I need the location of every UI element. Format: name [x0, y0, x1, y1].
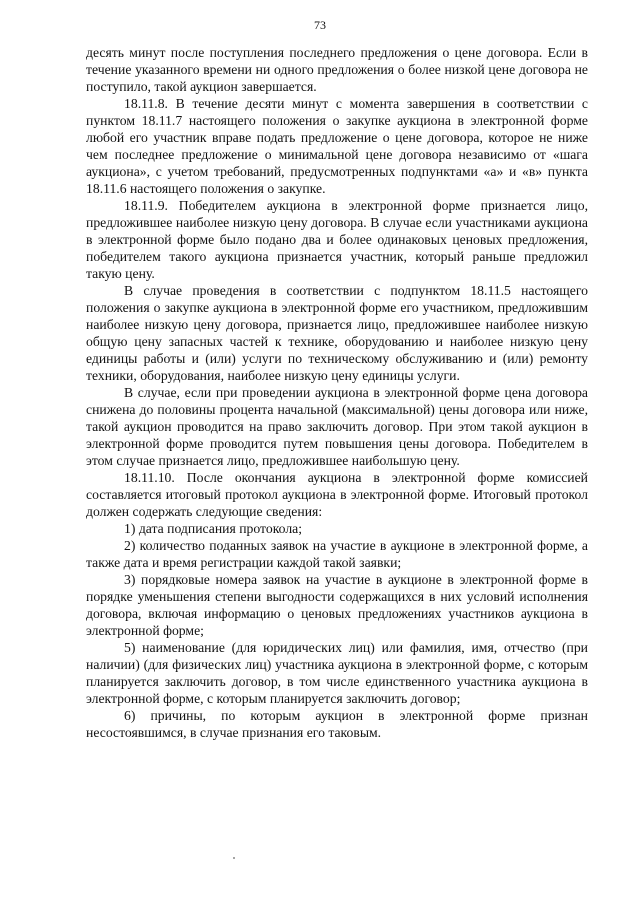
paragraph-price-increase-case: В случае, если при проведении аукциона в электронной форме цена договора снижена до половины процента начальной (максимальной) цены договора или ниже, такой аукцион проводится на право заключить договор. При этом такой аукцион в электронной форме проводится путем повышения цены договора. Победителем в этом случае признается лицо, предложившее наибольшую цену.	[86, 385, 588, 468]
scan-artifact-dot	[233, 857, 235, 859]
paragraph-spare-parts-case: В случае проведения в соответствии с подпунктом 18.11.5 настоящего положения о закупке аукциона в электронной форме его участником, предложившим наиболее низкую цену договора, признается лицо, предложившее наиболее низкую общую цену запасных частей к технике, оборудованию и наиболее низкую цену единицы работы и (или) услуги по техническому обслуживанию и (или) ремонту техники, оборудования, наиболее низкую цену единицы услуги.	[86, 283, 588, 383]
list-item-1: 1) дата подписания протокола;	[124, 521, 303, 536]
paragraph-18-11-8: 18.11.8. В течение десяти минут с момента завершения в соответствии с пунктом 18.11.7 настоящего положения о закупке аукциона в электронной форме любой его участник вправе подать предложение о цене договора, которое не ниже чем последнее предложение о минимальной цене договора независимо от «шага аукциона», с учетом требований, предусмотренных подпунктами «а» и «в» пункта 18.11.6 настоящего положения о закупке.	[86, 96, 588, 196]
page-number: 73	[314, 18, 326, 32]
document-body	[86, 44, 588, 741]
list-item-6: 6) причины, по которым аукцион в электронной форме признан несостоявшимся, в случае признания его таковым.	[86, 708, 588, 740]
paragraph-18-11-10: 18.11.10. После окончания аукциона в электронной форме комиссией составляется итоговый протокол аукциона в электронной форме. Итоговый протокол должен содержать следующие сведения:	[86, 470, 588, 519]
list-item-2: 2) количество поданных заявок на участие в аукционе в электронной форме, а также дата и время регистрации каждой такой заявки;	[86, 538, 588, 570]
list-item-3: 3) порядковые номера заявок на участие в аукционе в электронной форме в порядке уменьшения степени выгодности содержащихся в них условий исполнения договора, включая информацию о ценовых предложениях участников аукциона в электронной форме;	[86, 572, 588, 638]
list-item-5: 5) наименование (для юридических лиц) или фамилия, имя, отчество (при наличии) (для физических лиц) участника аукциона в электронной форме, с которым планируется заключить договор, в том числе единственного участника аукциона в электронной форме, с которым планируется заключить договор;	[86, 640, 588, 706]
paragraph-auction-end: десять минут после поступления последнего предложения о цене договора. Если в течение указанного времени ни одного предложения о более низкой цене договора не поступило, такой аукцион завершается.	[86, 45, 588, 94]
paragraph-18-11-9: 18.11.9. Победителем аукциона в электронной форме признается лицо, предложившее наиболее низкую цену договора. В случае если участниками аукциона в электронной форме было подано два и более одинаковых ценовых предложения, победителем такого аукциона признается участник, который раньше предложил такую цену.	[86, 198, 588, 281]
